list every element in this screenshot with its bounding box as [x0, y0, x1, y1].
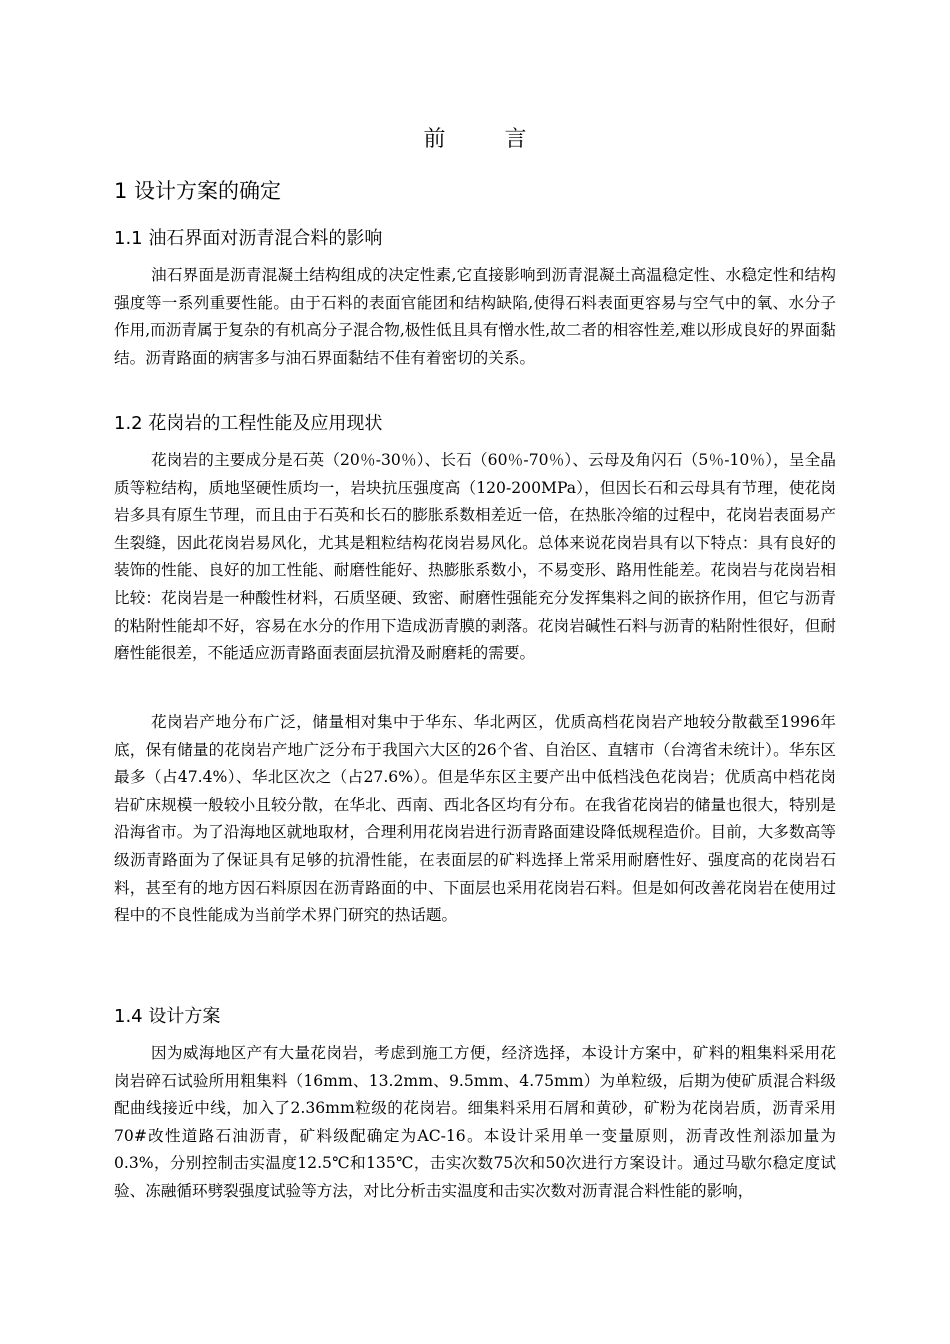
paragraph-design-plan: 因为威海地区产有大量花岗岩，考虑到施工方便，经济选择，本设计方案中，矿料的粗集料采用花岗岩碎石试验所用粗集料（16mm、13.2mm、9.5mm、4.75mm）为单粒级，后期为使矿质混合料级配曲线接近中线，加入了2.36mm粒级的花岗岩。细集料采用石屑和黄砂，矿粉为花岗岩质，沥青采用70#改性道路石油沥青，矿料级配确定为AC-16。本设计采用单一变量原则，沥青改性剂添加量为0.3%，分别控制击实温度12.5℃和135℃，击实次数75次和50次进行方案设计。通过马歇尔稳定度试验、冻融循环劈裂强度试验等方法，对比分析击实温度和击实次数对沥青混合料性能的影响，: [114, 1044, 836, 1200]
paragraph-oil-stone-interface: 油石界面是沥青混凝土结构组成的决定性素,它直接影响到沥青混凝土高温稳定性、水稳定性和结构强度等一系列重要性能。由于石料的表面官能团和结构缺陷,使得石料表面更容易与空气中的氧、水分子作用,而沥青属于复杂的有机高分子混合物,极性低且具有憎水性,故二者的相容性差,难以形成良好的界面黏结。沥青路面的病害多与油石界面黏结不佳有着密切的关系。: [114, 266, 836, 367]
paragraph-granite-properties: 花岗岩的主要成分是石英（20％-30％）、长石（60％-70％）、云母及角闪石（5％-10％），呈全晶质等粒结构，质地坚硬性质均一，岩块抗压强度高（120-200MPa），但因长石和云母具有节理，使花岗岩多具有原生节理，而且由于石英和长石的膨胀系数相差近一倍，在热胀冷缩的过程中，花岗岩表面易产生裂缝，因此花岗岩易风化，尤其是粗粒结构花岗岩易风化。总体来说花岗岩具有以下特点：具有良好的装饰的性能、良好的加工性能、耐磨性能好、热膨胀系数小，不易变形、路用性能差。花岗岩与花岗岩相比较：花岗岩是一种酸性材料，石质坚硬、致密、耐磨性强能充分发挥集料之间的嵌挤作用，但它与沥青的粘附性能却不好，容易在水分的作用下造成沥青膜的剥落。花岗岩碱性石料与沥青的粘附性很好，但耐磨性能很差，不能适应沥青路面表面层抗滑及耐磨耗的需要。: [114, 451, 836, 663]
page-title: 前 言: [423, 127, 553, 152]
subsection-heading-1-4: 1.4 设计方案: [114, 1006, 221, 1027]
subsection-heading-1-1: 1.1 油石界面对沥青混合料的影响: [114, 228, 383, 249]
paragraph-granite-distribution: 花岗岩产地分布广泛，储量相对集中于华东、华北两区，优质高档花岗岩产地较分散截至1996年底，保有储量的花岗岩产地广泛分布于我国六大区的26个省、自治区、直辖市（台湾省未统计）。华东区最多（占47.4%）、华北区次之（占27.6%）。但是华东区主要产出中低档浅色花岗岩；优质高中档花岗岩矿床规模一般较小且较分散，在华北、西南、西北各区均有分布。在我省花岗岩的储量也很大，特别是沿海省市。为了沿海地区就地取材，合理利用花岗岩进行沥青路面建设降低规程造价。目前，大多数高等级沥青路面为了保证具有足够的抗滑性能，在表面层的矿料选择上常采用耐磨性好、强度高的花岗岩石料，甚至有的地方因石料原因在沥青路面的中、下面层也采用花岗岩石料。但是如何改善花岗岩在使用过程中的不良性能成为当前学术界门研究的热话题。: [114, 713, 836, 925]
subsection-heading-1-2: 1.2 花岗岩的工程性能及应用现状: [114, 413, 383, 434]
section-heading-1: 1 设计方案的确定: [114, 179, 282, 203]
